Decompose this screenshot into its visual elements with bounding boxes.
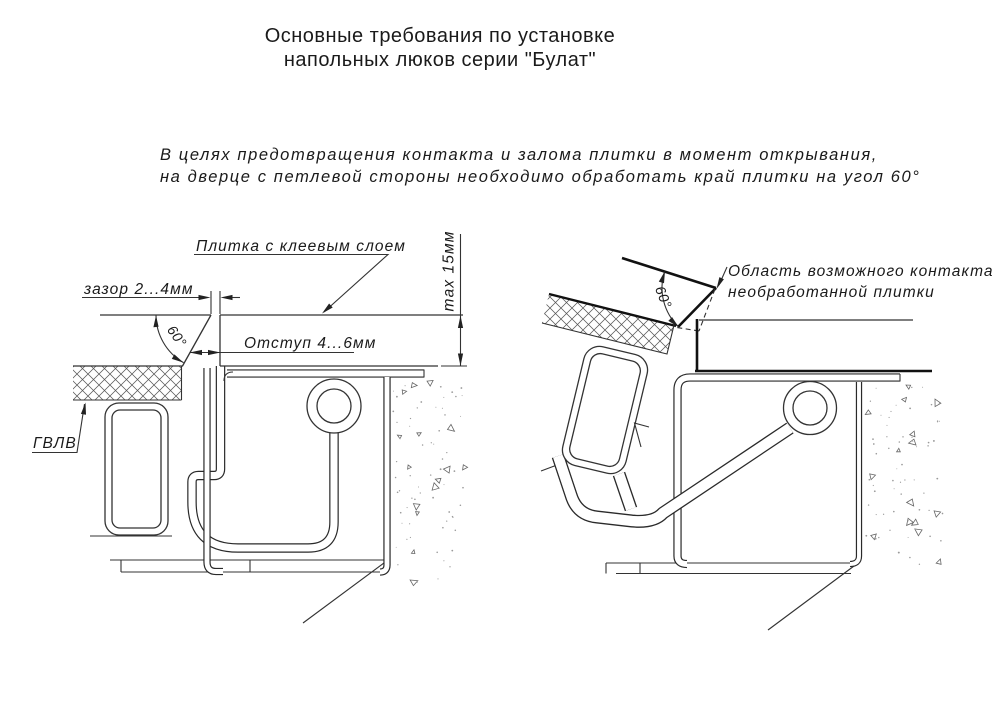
- hinge-right: [784, 382, 837, 435]
- offset-label: Отступ 4...6мм: [244, 335, 377, 352]
- angle-label-left: 60°: [164, 322, 191, 351]
- sheet-title: [265, 25, 616, 71]
- concrete-texture-left: [392, 381, 467, 586]
- hinge-left: [307, 379, 361, 433]
- frame-right-wall-fill: [850, 382, 859, 564]
- concrete-texture-right: [865, 385, 943, 565]
- tube-profile-open-door: [559, 343, 651, 477]
- tile-adhesive-text: Плитка с клеевым слоем: [196, 238, 406, 255]
- max-height-label: max 15мм: [440, 230, 458, 312]
- label-gvl: [32, 403, 86, 453]
- frame-left-wall-fill: [678, 378, 691, 565]
- angle-label-right: 60°: [651, 283, 676, 311]
- note-text: [160, 146, 921, 186]
- dim-offset: [190, 335, 377, 355]
- dim-max-height: [441, 231, 464, 366]
- note-line-2: на дверце с петлевой стороны необходимо обработать край плитки на угол 60°: [160, 168, 921, 186]
- fixed-tile-right-view: [695, 319, 932, 371]
- contact-area-text-2: необработанной плитки: [728, 284, 935, 301]
- note-line-1: В целях предотвращения контакта и залома плитки в момент открывания,: [160, 146, 878, 164]
- door-step-detail: [635, 423, 650, 447]
- tile-adhesive-band-open: [542, 294, 676, 354]
- left-section-view: [32, 231, 468, 623]
- gap-label: зазор 2...4мм: [84, 281, 194, 298]
- gvl-text: ГВЛВ: [33, 435, 77, 452]
- title-line-1: Основные требования по установке: [264, 25, 616, 47]
- label-tile-adhesive: [194, 238, 406, 314]
- dim-angle-right: [652, 271, 679, 327]
- right-section-view: [541, 258, 994, 630]
- title-line-2: напольных люков серии "Булат": [283, 49, 597, 71]
- label-contact-area: [717, 263, 994, 301]
- gvl-board-left: [73, 366, 183, 400]
- dim-angle-left: [153, 315, 190, 363]
- dim-gap: [82, 281, 240, 300]
- tube-profile-left: [105, 403, 168, 535]
- tiles-left-view: [100, 291, 467, 366]
- contact-area-text-1: Область возможного контакта: [728, 263, 994, 280]
